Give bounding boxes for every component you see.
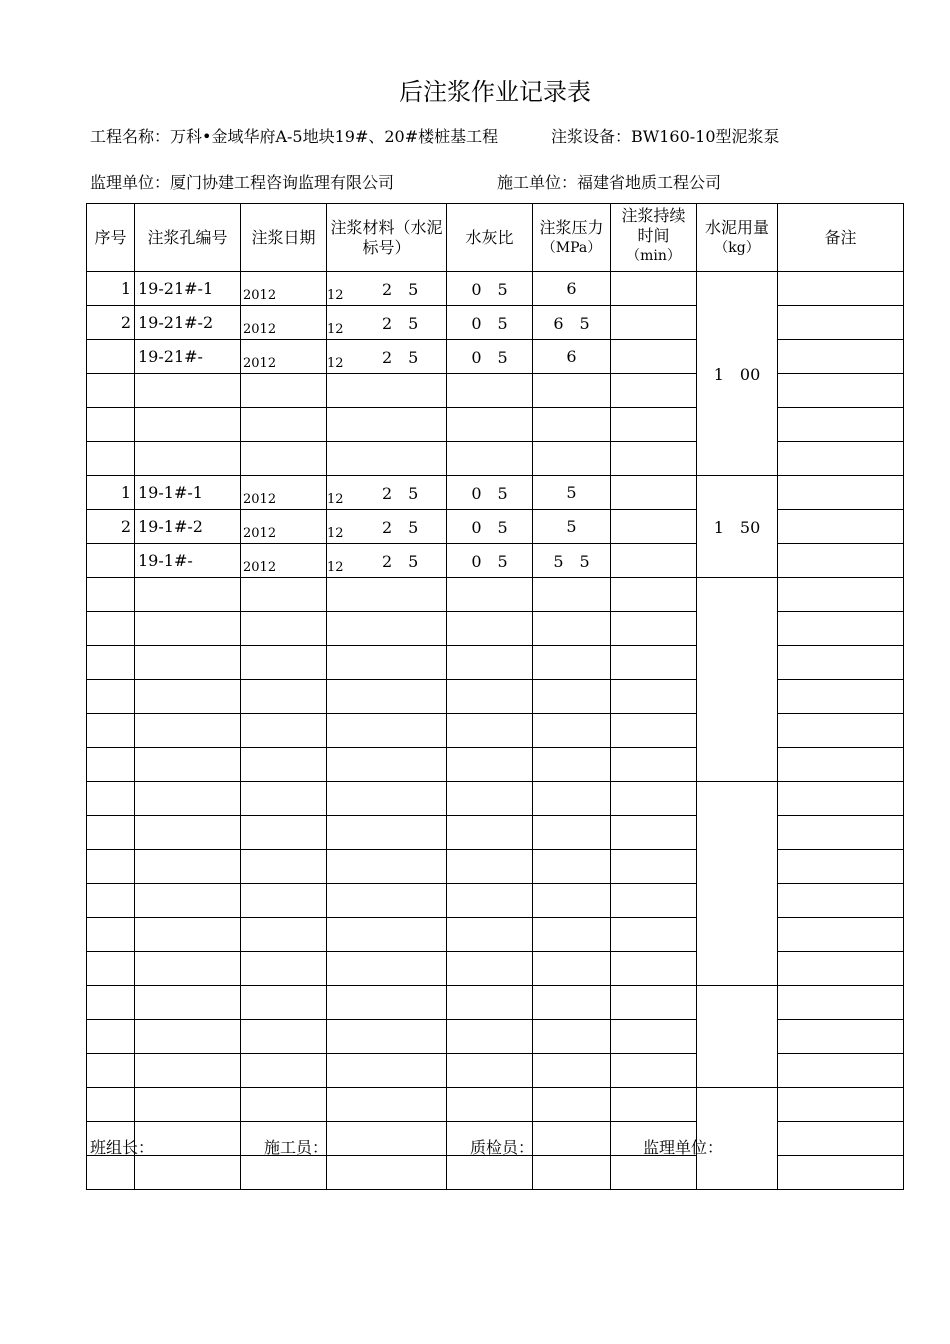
seq-cell [87, 850, 135, 884]
material-prefix: 12 [327, 288, 344, 303]
duration-cell [611, 510, 697, 544]
remark-cell [778, 1122, 904, 1156]
hole-id-cell [135, 782, 241, 816]
ratio-cell [447, 680, 533, 714]
ratio-cell [447, 442, 533, 476]
material-cell [327, 544, 447, 578]
remark-cell [778, 1088, 904, 1122]
seq-cell [87, 884, 135, 918]
seq-cell [87, 1156, 135, 1190]
material-grade: 2 5 [382, 484, 419, 503]
duration-cell [611, 986, 697, 1020]
pressure-cell [533, 850, 611, 884]
material-cell [327, 986, 447, 1020]
date-cell: 2012 [241, 272, 327, 306]
date-cell [241, 374, 327, 408]
cement-usage-cell [697, 578, 778, 782]
pressure-cell: 5 [533, 476, 611, 510]
material-cell [327, 680, 447, 714]
material-grade: 2 5 [382, 314, 419, 333]
ratio-cell [447, 952, 533, 986]
material-cell [327, 442, 447, 476]
ratio-cell [447, 748, 533, 782]
pressure-cell [533, 408, 611, 442]
material-cell [327, 374, 447, 408]
remark-cell [778, 646, 904, 680]
header-remark: 备注 [778, 204, 904, 272]
duration-cell [611, 680, 697, 714]
date-cell [241, 612, 327, 646]
header-ratio: 水灰比 [447, 204, 533, 272]
duration-cell [611, 408, 697, 442]
seq-cell [87, 1020, 135, 1054]
pressure-cell [533, 952, 611, 986]
pressure-cell [533, 1156, 611, 1190]
seq-cell [87, 408, 135, 442]
ratio-cell [447, 1088, 533, 1122]
material-grade: 2 5 [382, 518, 419, 537]
hole-id-cell [135, 1054, 241, 1088]
date-cell [241, 1054, 327, 1088]
material-cell [327, 1088, 447, 1122]
pressure-cell [533, 748, 611, 782]
remark-cell [778, 510, 904, 544]
seq-cell [87, 578, 135, 612]
material-prefix: 12 [327, 322, 344, 337]
material-prefix: 12 [327, 560, 344, 575]
material-cell [327, 408, 447, 442]
ratio-cell [447, 714, 533, 748]
grouting-record-table [86, 203, 904, 1190]
ratio-cell [447, 782, 533, 816]
table-row [87, 476, 904, 510]
remark-cell [778, 306, 904, 340]
date-cell [241, 986, 327, 1020]
table-row [87, 408, 904, 442]
header-duration-label: 注浆持续时间 [621, 206, 686, 245]
pressure-cell: 6 [533, 340, 611, 374]
material-cell [327, 272, 447, 306]
header-pressure [533, 204, 611, 272]
ratio-cell [447, 578, 533, 612]
ratio-cell [447, 646, 533, 680]
date-cell: 2012 [241, 510, 327, 544]
hole-id-cell [135, 952, 241, 986]
seq-cell: 2 [87, 510, 135, 544]
hole-id-cell: 19-21#-2 [135, 306, 241, 340]
hole-id-cell [135, 1088, 241, 1122]
pressure-cell [533, 442, 611, 476]
date-cell [241, 680, 327, 714]
seq-cell: 1 [87, 272, 135, 306]
date-cell [241, 918, 327, 952]
ratio-cell [447, 612, 533, 646]
hole-id-cell: 19-1#-1 [135, 476, 241, 510]
cement-usage-cell [697, 986, 778, 1088]
duration-cell [611, 1054, 697, 1088]
date-cell [241, 442, 327, 476]
date-cell [241, 714, 327, 748]
header-hole-id: 注浆孔编号 [135, 204, 241, 272]
material-cell [327, 612, 447, 646]
ratio-cell [447, 1054, 533, 1088]
material-cell [327, 1122, 447, 1156]
duration-cell [611, 748, 697, 782]
ratio-cell [447, 918, 533, 952]
date-cell [241, 1156, 327, 1190]
table-row [87, 306, 904, 340]
remark-cell [778, 1054, 904, 1088]
duration-cell [611, 918, 697, 952]
seq-cell [87, 374, 135, 408]
ratio-cell: 0 5 [447, 272, 533, 306]
table-row [87, 1156, 904, 1190]
seq-cell [87, 986, 135, 1020]
header-pressure-label: 注浆压力 [539, 217, 604, 237]
header-duration [611, 204, 697, 272]
remark-cell [778, 850, 904, 884]
seq-cell [87, 782, 135, 816]
project-name: 工程名称：万科•金域华府A-5地块19#、20#楼桩基工程 [90, 127, 499, 146]
pressure-cell [533, 646, 611, 680]
table-row [87, 748, 904, 782]
cement-usage-cell: 1 50 [697, 476, 778, 578]
footer-supervisor: 监理单位： [643, 1138, 724, 1157]
seq-cell [87, 748, 135, 782]
seq-cell [87, 442, 135, 476]
header-duration-unit: （min） [626, 248, 681, 264]
ratio-cell: 0 5 [447, 476, 533, 510]
hole-id-cell [135, 1020, 241, 1054]
duration-cell [611, 884, 697, 918]
material-cell [327, 306, 447, 340]
hole-id-cell [135, 816, 241, 850]
material-prefix: 12 [327, 492, 344, 507]
cement-usage-cell [697, 782, 778, 986]
duration-cell [611, 374, 697, 408]
material-cell [327, 714, 447, 748]
footer-team-leader: 班组长： [90, 1138, 155, 1157]
material-cell [327, 952, 447, 986]
duration-cell [611, 850, 697, 884]
header-seq: 序号 [87, 204, 135, 272]
duration-cell [611, 340, 697, 374]
duration-cell [611, 476, 697, 510]
ratio-cell [447, 850, 533, 884]
table-row [87, 782, 904, 816]
duration-cell [611, 578, 697, 612]
table-row [87, 850, 904, 884]
hole-id-cell: 19-1#-2 [135, 510, 241, 544]
seq-cell [87, 544, 135, 578]
table-row [87, 680, 904, 714]
table-row [87, 952, 904, 986]
material-cell [327, 646, 447, 680]
ratio-cell [447, 986, 533, 1020]
date-cell [241, 782, 327, 816]
table-row [87, 816, 904, 850]
remark-cell [778, 816, 904, 850]
remark-cell [778, 1020, 904, 1054]
ratio-cell [447, 816, 533, 850]
hole-id-cell [135, 986, 241, 1020]
table-row [87, 544, 904, 578]
table-row [87, 646, 904, 680]
pressure-cell [533, 884, 611, 918]
material-cell [327, 1054, 447, 1088]
date-cell: 2012 [241, 476, 327, 510]
pressure-cell: 6 5 [533, 306, 611, 340]
duration-cell [611, 1020, 697, 1054]
date-cell: 2012 [241, 544, 327, 578]
pressure-cell: 6 [533, 272, 611, 306]
cement-usage-cell: 1 00 [697, 272, 778, 476]
hole-id-cell [135, 578, 241, 612]
duration-cell [611, 306, 697, 340]
header-cement-label: 水泥用量 [704, 217, 769, 237]
duration-cell [611, 952, 697, 986]
ratio-cell [447, 1020, 533, 1054]
hole-id-cell [135, 612, 241, 646]
remark-cell [778, 612, 904, 646]
ratio-cell [447, 374, 533, 408]
remark-cell [778, 408, 904, 442]
remark-cell [778, 340, 904, 374]
seq-cell [87, 680, 135, 714]
seq-cell [87, 340, 135, 374]
seq-cell [87, 714, 135, 748]
remark-cell [778, 680, 904, 714]
hole-id-cell [135, 714, 241, 748]
seq-cell [87, 1088, 135, 1122]
hole-id-cell: 19-21#-1 [135, 272, 241, 306]
pressure-cell [533, 1054, 611, 1088]
header-pressure-unit: （MPa） [541, 239, 602, 256]
table-row [87, 1020, 904, 1054]
remark-cell [778, 442, 904, 476]
remark-cell [778, 544, 904, 578]
date-cell: 2012 [241, 306, 327, 340]
ratio-cell: 0 5 [447, 544, 533, 578]
remark-cell [778, 782, 904, 816]
table-row [87, 884, 904, 918]
remark-cell [778, 986, 904, 1020]
pressure-cell [533, 578, 611, 612]
duration-cell [611, 646, 697, 680]
material-cell [327, 1020, 447, 1054]
pressure-cell [533, 374, 611, 408]
header-material: 注浆材料（水泥标号） [327, 204, 447, 272]
seq-cell: 2 [87, 306, 135, 340]
ratio-cell [447, 1156, 533, 1190]
material-cell [327, 578, 447, 612]
page-title: 后注浆作业记录表 [399, 78, 591, 106]
remark-cell [778, 374, 904, 408]
ratio-cell: 0 5 [447, 340, 533, 374]
date-cell [241, 884, 327, 918]
remark-cell [778, 272, 904, 306]
ratio-cell [447, 884, 533, 918]
material-cell [327, 782, 447, 816]
material-prefix: 12 [327, 356, 344, 371]
date-cell [241, 850, 327, 884]
date-cell [241, 816, 327, 850]
material-cell [327, 918, 447, 952]
table-row [87, 918, 904, 952]
pressure-cell [533, 714, 611, 748]
ratio-cell: 0 5 [447, 306, 533, 340]
pressure-cell [533, 782, 611, 816]
table-row [87, 1054, 904, 1088]
table-row [87, 1088, 904, 1122]
remark-cell [778, 714, 904, 748]
table-row [87, 340, 904, 374]
table-row [87, 442, 904, 476]
material-grade: 2 5 [382, 280, 419, 299]
pressure-cell [533, 680, 611, 714]
duration-cell [611, 272, 697, 306]
remark-cell [778, 1156, 904, 1190]
remark-cell [778, 918, 904, 952]
pressure-cell [533, 986, 611, 1020]
material-grade: 2 5 [382, 348, 419, 367]
header-row [87, 204, 904, 272]
footer-inspector: 质检员： [470, 1138, 535, 1157]
material-cell [327, 476, 447, 510]
pressure-cell [533, 816, 611, 850]
ratio-cell: 0 5 [447, 510, 533, 544]
hole-id-cell [135, 884, 241, 918]
pressure-cell [533, 1122, 611, 1156]
remark-cell [778, 748, 904, 782]
seq-cell [87, 952, 135, 986]
duration-cell [611, 612, 697, 646]
hole-id-cell: 19-1#- [135, 544, 241, 578]
seq-cell [87, 918, 135, 952]
duration-cell [611, 544, 697, 578]
pressure-cell: 5 [533, 510, 611, 544]
table-row [87, 714, 904, 748]
date-cell [241, 748, 327, 782]
hole-id-cell [135, 442, 241, 476]
pressure-cell: 5 5 [533, 544, 611, 578]
date-cell: 2012 [241, 340, 327, 374]
date-cell [241, 1020, 327, 1054]
material-prefix: 12 [327, 526, 344, 541]
material-grade: 2 5 [382, 552, 419, 571]
hole-id-cell [135, 1156, 241, 1190]
hole-id-cell [135, 918, 241, 952]
hole-id-cell [135, 374, 241, 408]
date-cell [241, 1088, 327, 1122]
hole-id-cell [135, 680, 241, 714]
seq-cell [87, 612, 135, 646]
hole-id-cell [135, 646, 241, 680]
header-cement-unit: （kg） [714, 239, 760, 256]
header-date: 注浆日期 [241, 204, 327, 272]
date-cell [241, 408, 327, 442]
hole-id-cell [135, 408, 241, 442]
supervision-unit: 监理单位：厦门协建工程咨询监理有限公司 [90, 173, 395, 192]
grouting-equipment: 注浆设备：BW160-10型泥浆泵 [551, 127, 780, 146]
pressure-cell [533, 1088, 611, 1122]
table-row [87, 612, 904, 646]
date-cell [241, 952, 327, 986]
material-cell [327, 816, 447, 850]
remark-cell [778, 578, 904, 612]
material-cell [327, 850, 447, 884]
construction-unit: 施工单位：福建省地质工程公司 [497, 173, 722, 192]
hole-id-cell [135, 850, 241, 884]
date-cell [241, 646, 327, 680]
pressure-cell [533, 612, 611, 646]
seq-cell [87, 646, 135, 680]
seq-cell: 1 [87, 476, 135, 510]
material-cell [327, 748, 447, 782]
material-cell [327, 1156, 447, 1190]
ratio-cell [447, 408, 533, 442]
seq-cell [87, 816, 135, 850]
table-row [87, 986, 904, 1020]
material-cell [327, 884, 447, 918]
header-cement [697, 204, 778, 272]
material-cell [327, 340, 447, 374]
duration-cell [611, 1088, 697, 1122]
pressure-cell [533, 1020, 611, 1054]
remark-cell [778, 884, 904, 918]
table-row [87, 510, 904, 544]
remark-cell [778, 952, 904, 986]
footer-builder: 施工员： [264, 1138, 329, 1157]
duration-cell [611, 442, 697, 476]
hole-id-cell [135, 748, 241, 782]
duration-cell [611, 714, 697, 748]
table-row [87, 374, 904, 408]
material-cell [327, 510, 447, 544]
table-row [87, 272, 904, 306]
duration-cell [611, 782, 697, 816]
seq-cell [87, 1054, 135, 1088]
duration-cell [611, 1156, 697, 1190]
duration-cell [611, 816, 697, 850]
remark-cell [778, 476, 904, 510]
pressure-cell [533, 918, 611, 952]
table-row [87, 578, 904, 612]
hole-id-cell: 19-21#- [135, 340, 241, 374]
date-cell [241, 578, 327, 612]
